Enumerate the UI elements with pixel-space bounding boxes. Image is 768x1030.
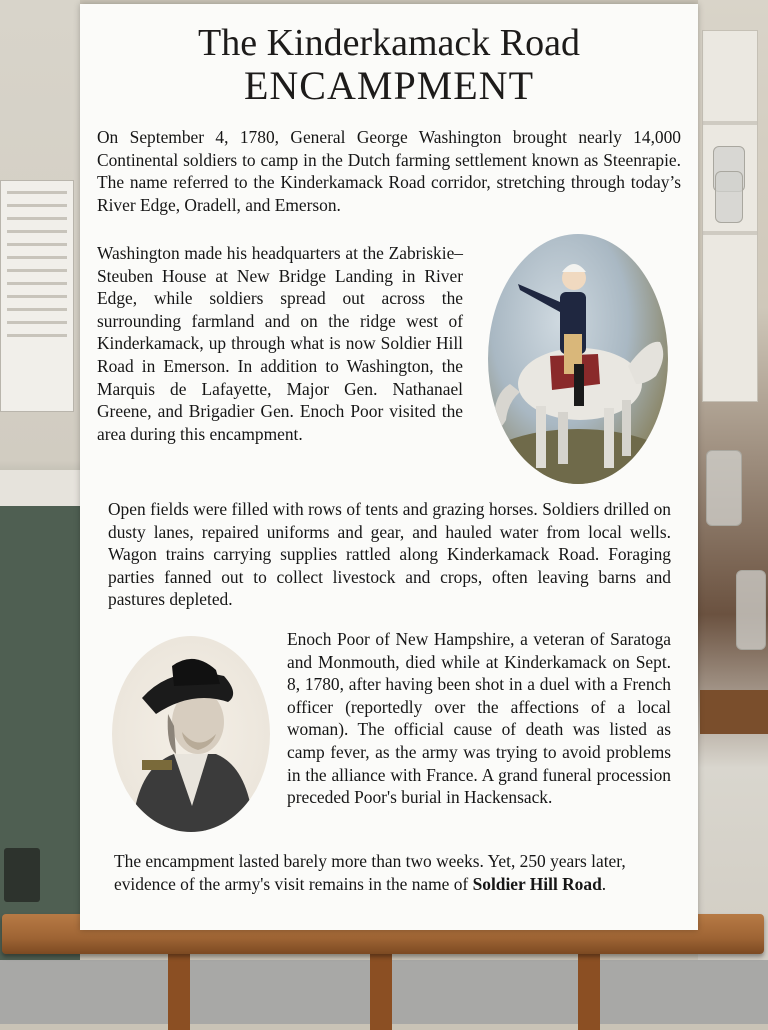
title-line-2: ENCAMPMENT [243,63,535,108]
easel-leg-center [370,950,392,1030]
headquarters-paragraph: Washington made his headquarters at the Zabriskie–Steuben House at New Bridge Landing in River Edge, while soldiers spread out across the surrounding farmland and on the ridge west of Kinderkamack, up through what is now Soldier Hill Road in Emerson. In addition to Washington, the Marquis de Lafayette, Major Gen. Nathanael Greene, and Brigadier Gen. Enoch Poor visited the area during this encampment. [97,243,463,444]
chair-rail [0,470,80,506]
glass-jar [715,171,743,223]
exhibit-poster [80,4,698,930]
soldier-hill-road-emphasis: Soldier Hill Road [472,873,602,894]
enoch-poor-portrait [112,636,270,832]
enoch-poor-paragraph: Enoch Poor of New Hampshire, a veteran of Saratoga and Monmouth, died while at Kinderkamack on Sept. 8, 1780, after having been shot in a duel with a French officer (reportedly over the affections of a local woman). The official cause of death was listed as camp fever, as the army was trying to avoid problems in the alliance with France. A grand funeral procession preceded Poor's burial in Hackensack. [287,629,671,808]
wall-info-panel [0,180,74,412]
poster-title [80,22,698,108]
glass-bottle [706,450,742,526]
glass-bottle [736,570,766,650]
left-wall [0,0,80,1024]
easel-leg-right [578,950,600,1030]
washington-on-horse-portrait [488,234,668,484]
wooden-counter [700,690,768,734]
easel-leg-left [168,950,190,1030]
closing-period: . [601,873,607,894]
intro-paragraph: On September 4, 1780, General George Washington brought nearly 14,000 Continental soldiers to camp in the Dutch farming settlement known as Steenrapie. The name referred to the Kinderkamack Road corridor, stretching through today’s River Edge, Oradell, and Emerson. [97,127,681,215]
camp-life-paragraph: Open fields were filled with rows of tents and grazing horses. Soldiers drilled on dusty lanes, repaired uniforms and gear, and hauled water from local wells. Wagon trains carrying supplies rattled along Kinderkamack Road. Foraging parties fanned out to collect livestock and crops, often leaving barns and pastures depleted. [108,499,671,610]
closing-text: The encampment lasted barely more than two weeks. Yet, 250 years later, evidence of the army's visit remains in the name of [114,851,626,894]
wall-outlet [4,848,40,902]
closing-paragraph [114,850,674,895]
display-shelf [702,30,758,402]
title-line-1: The Kinderkamack Road [198,22,580,64]
